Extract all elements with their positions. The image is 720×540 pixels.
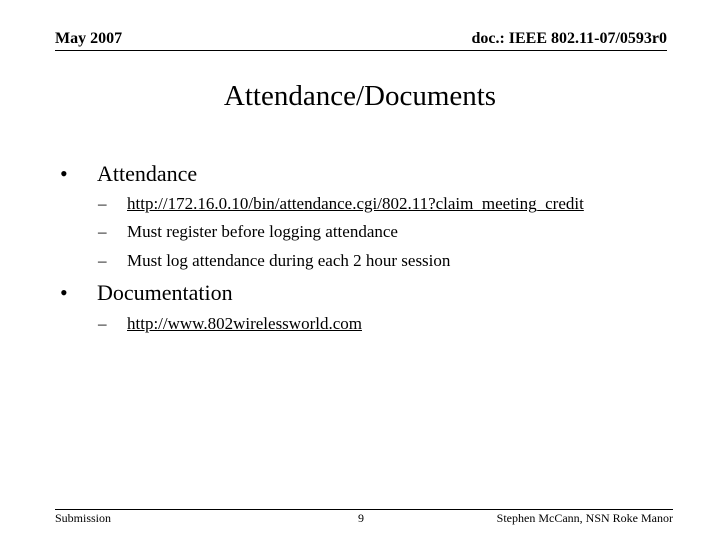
footer-divider bbox=[55, 509, 673, 510]
subitem-marker: – bbox=[98, 194, 107, 213]
subitem-marker: – bbox=[98, 222, 107, 241]
slide-title: Attendance/Documents bbox=[223, 80, 497, 112]
subitem-text: Must log attendance during each 2 hour session bbox=[127, 251, 451, 270]
header-doc-id: doc.: IEEE 802.11-07/0593r0 bbox=[471, 30, 667, 47]
header-date: May 2007 bbox=[55, 30, 123, 47]
subitem-text: Must register before logging attendance bbox=[127, 222, 398, 241]
bullet-text: Documentation bbox=[97, 280, 233, 305]
subitem-marker: – bbox=[98, 251, 107, 270]
header-divider bbox=[55, 50, 667, 51]
bullet-text: Attendance bbox=[97, 161, 198, 186]
footer-page-number: 9 bbox=[358, 511, 364, 525]
footer-submission: Submission bbox=[55, 511, 112, 525]
attendance-link[interactable]: http://172.16.0.10/bin/attendance.cgi/802.11?claim_meeting_credit bbox=[127, 194, 584, 213]
bullet-marker: • bbox=[60, 161, 68, 186]
bullet-marker: • bbox=[60, 280, 68, 305]
documentation-link[interactable]: http://www.802wirelessworld.com bbox=[127, 314, 362, 333]
footer-author: Stephen McCann, NSN Roke Manor bbox=[496, 511, 673, 525]
subitem-marker: – bbox=[98, 314, 107, 333]
